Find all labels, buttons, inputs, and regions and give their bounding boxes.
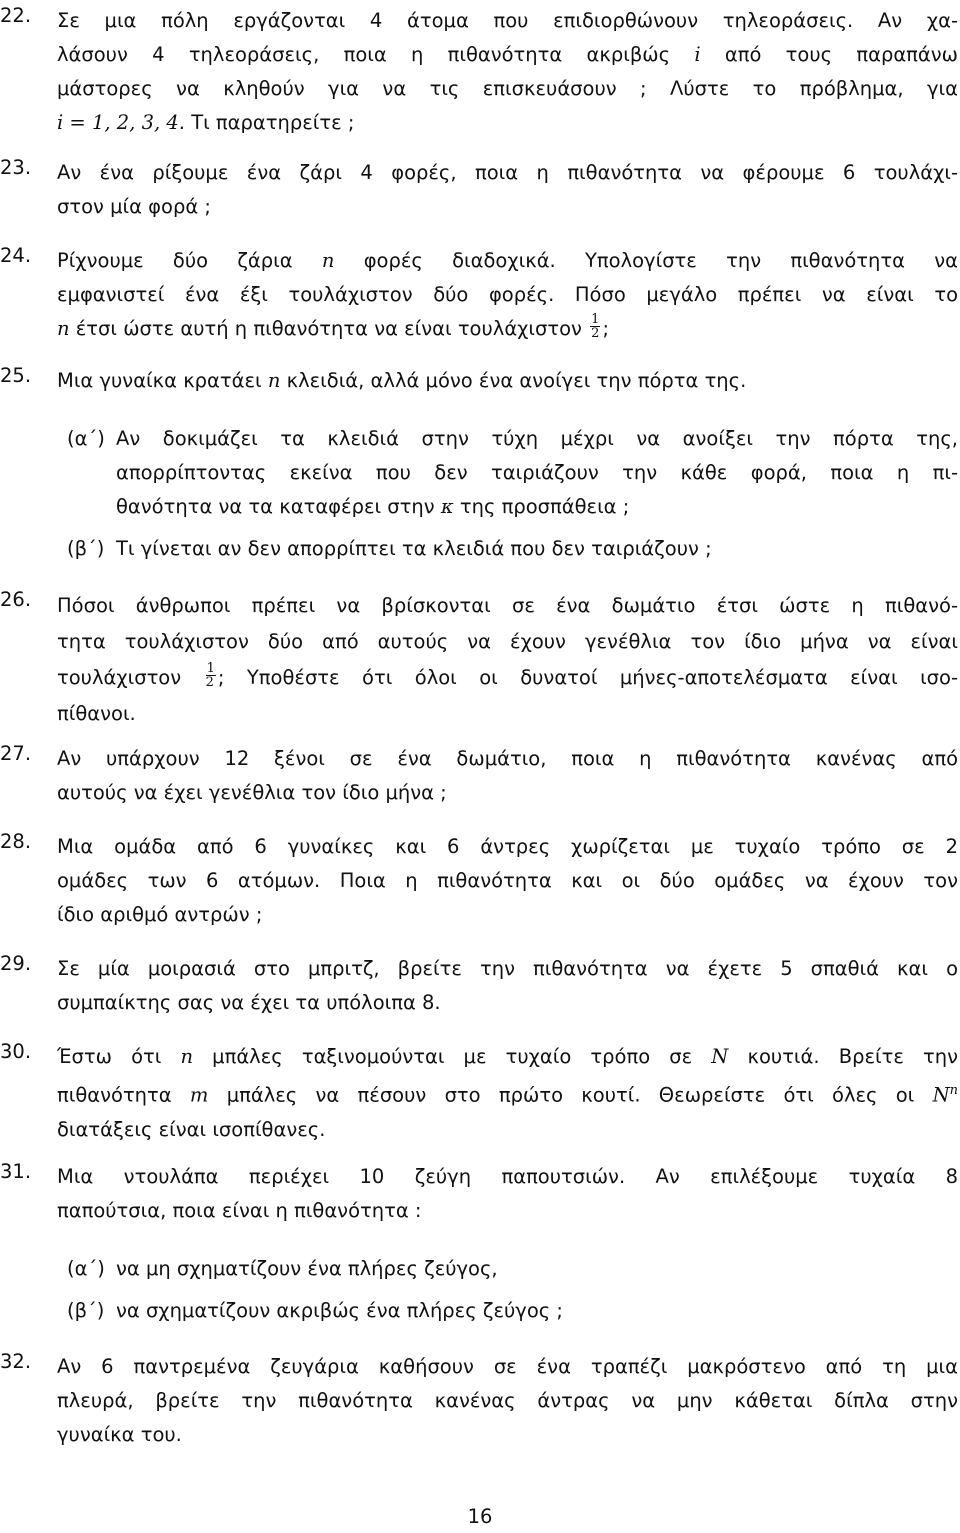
math-var: m xyxy=(189,1083,209,1107)
text-segment: θανότητα να τα καταφέρει στην xyxy=(116,495,441,518)
text-line xyxy=(57,106,958,140)
text-line: Σε μια πόλη εργάζονται 4 άτομα που επιδιορθώνουν τηλεοράσεις. Αν χα- xyxy=(57,9,958,32)
fraction-denominator: 2 xyxy=(205,675,214,690)
text-segment: ; xyxy=(602,317,610,340)
text-line: γυναίκα του. xyxy=(57,1423,182,1446)
problem-text xyxy=(57,830,958,932)
text-segment: λάσουν 4 τηλεοράσεις, ποια η πιθανότητα ακριβώς xyxy=(57,43,695,66)
text-line: Πόσοι άνθρωποι πρέπει να βρίσκονται σε ένα δωμάτιο έτσι ώστε η πιθανό- xyxy=(57,594,958,617)
text-segment: ; Υποθέστε ότι όλοι οι δυνατοί μήνες-αποτελέσματα είναι ισο- xyxy=(217,666,958,689)
fraction-numerator: 1 xyxy=(206,661,215,676)
text-segment: έτσι ώστε αυτή η πιθανότητα να είναι τουλάχιστον xyxy=(69,317,589,340)
text-line: παπούτσια, ποια είναι η πιθανότητα : xyxy=(57,1199,422,1222)
text-line xyxy=(57,312,958,346)
text-line: πλευρά, βρείτε την πιθανότητα κανένας άντρας να μην κάθεται δίπλα στην xyxy=(57,1389,958,1412)
math-var: n xyxy=(57,317,70,340)
text-line xyxy=(57,364,958,398)
problem-number: 23. xyxy=(0,156,32,179)
fraction xyxy=(206,662,216,689)
math-var: κ xyxy=(440,495,454,518)
problem-text xyxy=(57,1040,958,1147)
text-line: να σχηματίζουν ακριβώς ένα πλήρες ζεύγος ; xyxy=(116,1299,563,1322)
text-segment: φορές διαδοχικά. Υπολογίστε την πιθανότητα να xyxy=(334,249,958,272)
text-segment: Ρίχνουμε δύο ζάρια xyxy=(57,249,322,272)
text-segment: τουλάχιστον xyxy=(57,666,204,689)
text-line: πίθανοι. xyxy=(57,702,136,725)
text-segment: κουτιά. Βρείτε την xyxy=(728,1045,958,1068)
text-segment: Μια γυναίκα κρατάει xyxy=(57,369,268,392)
problem-text xyxy=(57,156,958,224)
text-line xyxy=(57,38,958,72)
text-line xyxy=(57,660,958,696)
fraction xyxy=(590,313,600,340)
text-line xyxy=(57,1074,958,1113)
text-segment: από τους παραπάνω xyxy=(724,43,958,66)
text-line: Μια ντουλάπα περιέχει 10 ζεύγη παπουτσιών. Αν επιλέξουμε τυχαία 8 xyxy=(57,1165,958,1188)
math-var: N xyxy=(932,1083,950,1107)
text-line: να μη σχηματίζουν ένα πλήρες ζεύγος, xyxy=(116,1257,498,1280)
problem-text xyxy=(57,952,958,1020)
problem-number: 31. xyxy=(0,1160,32,1183)
text-line: Αν δοκιμάζει τα κλειδιά στην τύχη μέχρι να ανοίξει την πόρτα της, xyxy=(116,427,958,450)
text-line: Αν 6 παντρεμένα ζευγάρια καθήσουν σε ένα τραπέζι μακρόστενο από τη μια xyxy=(57,1355,958,1378)
text-segment: κλειδιά, αλλά μόνο ένα ανοίγει την πόρτα της. xyxy=(280,369,747,392)
math-var: n xyxy=(180,1045,194,1068)
text-line: τητα τουλάχιστον δύο από αυτούς να έχουν γενέθλια τον ίδιο μήνα να είναι xyxy=(57,630,958,653)
problem-text xyxy=(57,364,958,398)
text-line: εμφανιστεί ένα έξι τουλάχιστον δύο φορές. Πόσο μεγάλο πρέπει να είναι το xyxy=(57,283,958,306)
text-segment: μπάλες να πέσουν στο πρώτο κουτί. Θεωρείστε ότι όλες οι xyxy=(208,1083,933,1107)
subproblem-text xyxy=(116,422,958,524)
subproblem-text xyxy=(116,532,958,566)
problem-number: 28. xyxy=(0,830,32,853)
math-var: N xyxy=(711,1045,729,1068)
text-line: Τι γίνεται αν δεν απορρίπτει τα κλειδιά που δεν ταιριάζουν ; xyxy=(116,537,712,560)
text-line xyxy=(116,490,958,524)
subproblem-label: (α΄) xyxy=(67,427,105,450)
text-line: απορρίπτοντας εκείνα που δεν ταιριάζουν την κάθε φορά, ποια η πι- xyxy=(116,461,958,484)
text-line: αυτούς να έχει γενέθλια τον ίδιο μήνα ; xyxy=(57,781,447,804)
text-line: διατάξεις είναι ισοπίθανες. xyxy=(57,1117,326,1141)
problem-text xyxy=(57,1160,958,1228)
problem-text xyxy=(57,588,958,732)
fraction-denominator: 2 xyxy=(591,326,600,341)
text-line xyxy=(57,1040,958,1074)
text-segment: . Τι παρατηρείτε ; xyxy=(178,111,355,134)
subproblem-text xyxy=(116,1294,958,1328)
problem-text xyxy=(57,4,958,140)
problem-number: 32. xyxy=(0,1350,32,1373)
text-line: ομάδες των 6 ατόμων. Ποια η πιθανότητα και οι δύο ομάδες να έχουν τον xyxy=(57,869,958,892)
text-line: ίδιο αριθμό αντρών ; xyxy=(57,903,263,926)
math-var: n xyxy=(321,249,335,272)
text-line: συμπαίκτης σας να έχει τα υπόλοιπα 8. xyxy=(57,991,441,1014)
fraction-numerator: 1 xyxy=(591,312,600,327)
text-line: Αν υπάρχουν 12 ξένοι σε ένα δωμάτιο, ποια η πιθανότητα κανένας από xyxy=(57,747,958,770)
subproblem-label: (β΄) xyxy=(67,537,105,560)
math-var: i xyxy=(694,43,701,66)
math-var: n xyxy=(267,369,281,392)
problem-number: 29. xyxy=(0,952,32,975)
subproblem-text xyxy=(116,1252,958,1286)
problem-number: 30. xyxy=(0,1040,32,1063)
math-expression: i = 1, 2, 3, 4 xyxy=(57,111,179,134)
problem-number: 26. xyxy=(0,588,32,611)
problem-number: 27. xyxy=(0,742,32,765)
problem-number: 22. xyxy=(0,4,32,27)
math-exponent: n xyxy=(949,1083,958,1098)
text-segment: πιθανότητα xyxy=(57,1083,190,1107)
problem-text xyxy=(57,244,958,346)
text-segment: της προσπάθεια ; xyxy=(453,495,630,518)
text-line: Σε μία μοιρασιά στο μπριτζ, βρείτε την πιθανότητα να έχετε 5 σπαθιά και ο xyxy=(57,957,958,980)
subproblem-label: (α΄) xyxy=(67,1257,105,1280)
text-line: Μια ομάδα από 6 γυναίκες και 6 άντρες χωρίζεται με τυχαίο τρόπο σε 2 xyxy=(57,835,958,858)
problem-text xyxy=(57,1350,958,1452)
text-segment: Έστω ότι xyxy=(57,1045,181,1068)
problem-number: 24. xyxy=(0,244,32,267)
text-line xyxy=(57,244,958,278)
text-line: μάστορες να κληθούν για να τις επισκευάσουν ; Λύστε το πρόβλημα, για xyxy=(57,77,958,100)
page-number: 16 xyxy=(467,1505,493,1528)
text-line: Αν ένα ρίξουμε ένα ζάρι 4 φορές, ποια η πιθανότητα να φέρουμε 6 τουλάχι- xyxy=(57,161,958,184)
problem-text xyxy=(57,742,958,810)
subproblem-label: (β΄) xyxy=(67,1299,105,1322)
text-segment: μπάλες ταξινομούνται με τυχαίο τρόπο σε xyxy=(193,1045,712,1068)
text-line: στον μία φορά ; xyxy=(57,195,211,218)
problem-number: 25. xyxy=(0,364,32,387)
